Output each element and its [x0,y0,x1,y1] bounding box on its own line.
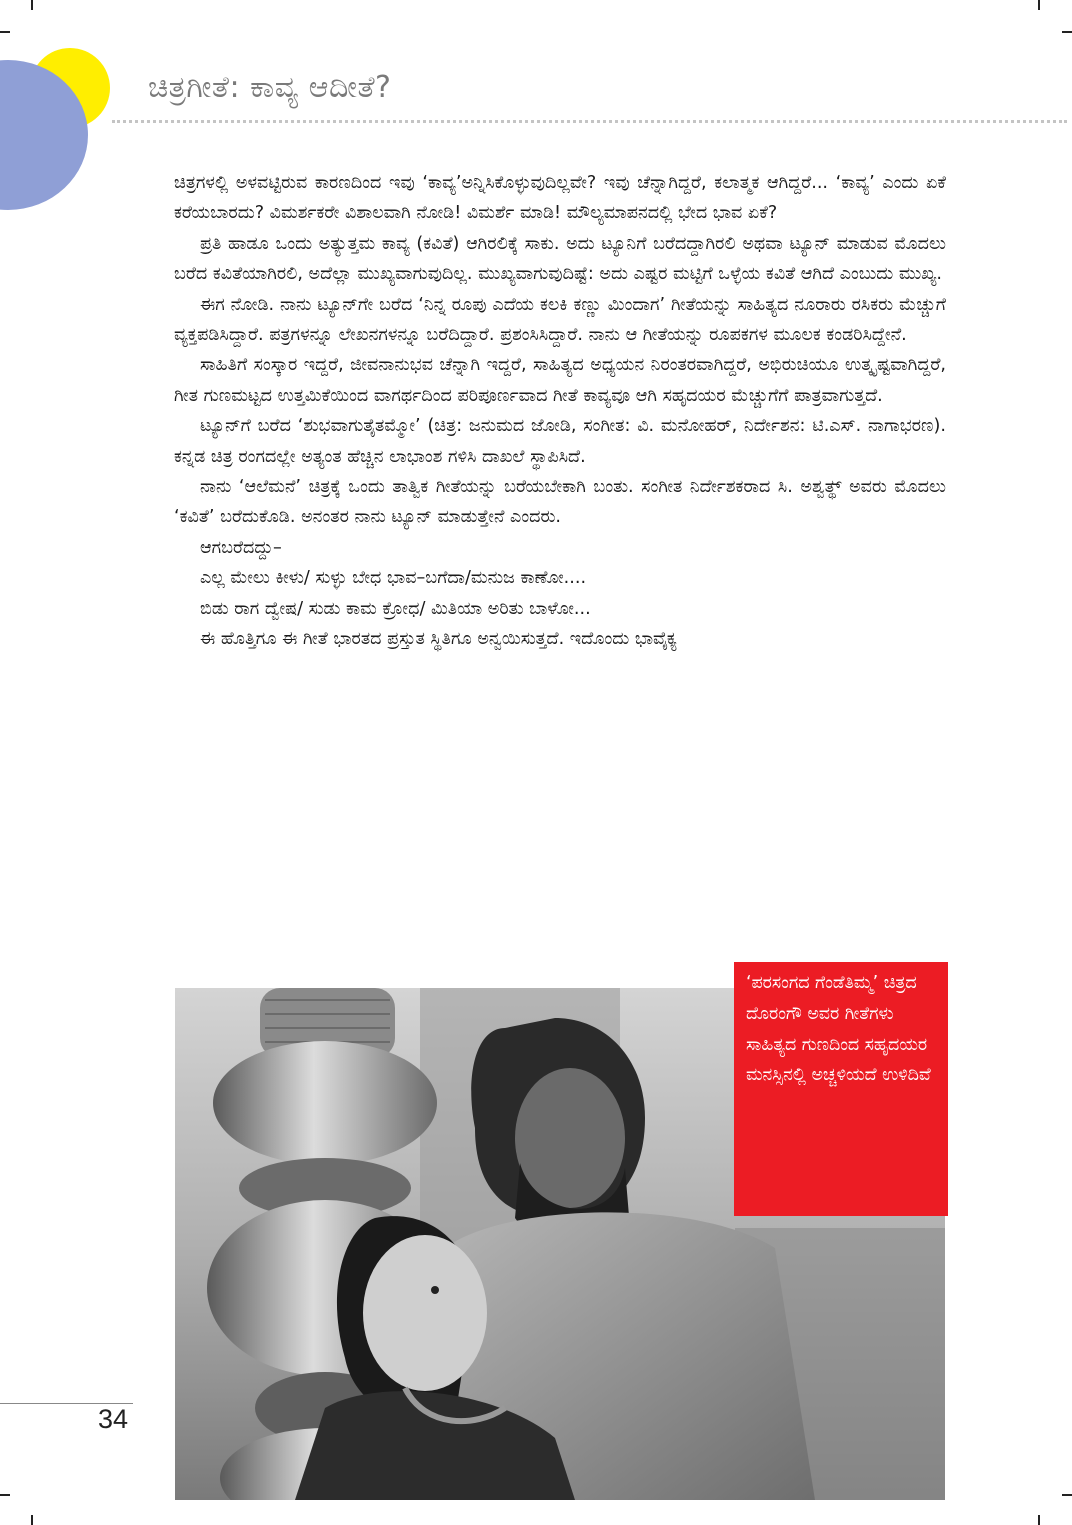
paragraph: ಸಾಹಿತಿಗೆ ಸಂಸ್ಕಾರ ಇದ್ದರೆ, ಜೀವನಾನುಭವ ಚೆನ್ನಾಗಿ ಇದ್ದರೆ, ಸಾಹಿತ್ಯದ ಅಧ್ಯಯನ ನಿರಂತರವಾಗಿದ್ದರೆ, ಅಭಿರುಚಿಯೂ ಉತ್ಕೃಷ್ಟವಾಗಿದ್ದರೆ, ಗೀತ ಗುಣಮಟ್ಟದ ಉತ್ತಮಿಕೆಯಿಂದ ವಾಗರ್ಥದಿಂದ ಪರಿಪೂರ್ಣವಾದ ಗೀತೆ ಕಾವ್ಯವೂ ಆಗಿ ಸಹೃದಯರ ಮೆಚ್ಚುಗೆಗೆ ಪಾತ್ರವಾಗುತ್ತದೆ. [174,355,946,406]
crop-mark-top-left [31,0,33,10]
crop-mark-bottom-right-horizontal [1062,1494,1072,1496]
running-head: ಚಿತ್ರಗೀತೆ: ಕಾವ್ಯ ಆದೀತೆ? [148,70,392,105]
verse-line: ಬಿಡು ರಾಗ ದ್ವೇಷ/ ಸುಡು ಕಾಮ ಕ್ರೋಧ/ ಮಿತಿಯಾ ಅರಿತು ಬಾಳೋ... [200,598,591,619]
crop-mark-bottom-right [1038,1515,1040,1525]
paragraph: ಈಗ ನೋಡಿ. ನಾನು ಟ್ಯೂನ್‌ಗೇ ಬರೆದ ‘ನಿನ್ನ ರೂಪು ಎದೆಯ ಕಲಕಿ ಕಣ್ಣು ಮಿಂದಾಗ’ ಗೀತೆಯನ್ನು ಸಾಹಿತ್ಯದ ನೂರಾರು ರಸಿಕರು ಮೆಚ್ಚುಗೆ ವ್ಯಕ್ತಪಡಿಸಿದ್ದಾರೆ. ಪತ್ರಗಳನ್ನೂ ಲೇಖನಗಳನ್ನೂ ಬರೆದಿದ್ದಾರೆ. ಪ್ರಶಂಸಿಸಿದ್ದಾರೆ. ನಾನು ಆ ಗೀತೆಯನ್ನು ರೂಪಕಗಳ ಮೂಲಕ ಕಂಡರಿಸಿದ್ದೇನೆ. [174,294,946,346]
paragraph: ಪ್ರತಿ ಹಾಡೂ ಒಂದು ಅತ್ಯುತ್ತಮ ಕಾವ್ಯ (ಕವಿತೆ) ಆಗಿರಲಿಕ್ಕೆ ಸಾಕು. ಅದು ಟ್ಯೂನಿಗೆ ಬರೆದದ್ದಾಗಿರಲಿ ಅಥವಾ ಟ್ಯೂನ್ ಮಾಡುವ ಮೊದಲು ಬರೆದ ಕವಿತೆಯಾಗಿರಲಿ, ಅದೆಲ್ಲಾ ಮುಖ್ಯವಾಗುವುದಿಲ್ಲ. ಮುಖ್ಯವಾಗುವುದಿಷ್ಟೆ: ಅದು ಎಷ್ಟರ ಮಟ್ಟಿಗೆ ಒಳ್ಳೆಯ ಕವಿತೆ ಆಗಿದೆ ಎಂಬುದು ಮುಖ್ಯ. [174,233,946,285]
paragraph: ಈ ಹೊತ್ತಿಗೂ ಈ ಗೀತೆ ಭಾರತದ ಪ್ರಸ್ತುತ ಸ್ಥಿತಿಗೂ ಅನ್ವಯಿಸುತ್ತದೆ. ಇದೊಂದು ಭಾವೈಕ್ಯ [200,629,678,650]
pull-quote-box [734,962,948,1216]
crop-mark-top-right-horizontal [1062,31,1072,33]
crop-mark-top-left-horizontal [0,31,10,33]
paragraph: ನಾನು ‘ಆಲೆಮನೆ’ ಚಿತ್ರಕ್ಕೆ ಒಂದು ತಾತ್ವಿಕ ಗೀತೆಯನ್ನು ಬರೆಯಬೇಕಾಗಿ ಬಂತು. ಸಂಗೀತ ನಿರ್ದೇಶಕರಾದ ಸಿ. ಅಶ್ವತ್ಥ್ ಅವರು ಮೊದಲು ‘ಕವಿತೆ’ ಬರೆದುಕೊಡಿ. ಅನಂತರ ನಾನು ಟ್ಯೂನ್ ಮಾಡುತ್ತೇನೆ ಎಂದರು. [174,477,946,528]
verse-line: ಎಲ್ಲ ಮೇಲು ಕೀಳು/ ಸುಳ್ಳು ಬೇಧ ಭಾವ–ಬಗೆದಾ/ಮನುಜ ಕಾಣೋ.... [200,568,587,589]
page-number: 34 [98,1404,129,1434]
crop-mark-bottom-left-horizontal [0,1494,10,1496]
pull-quote-text: ‘ಪರಸಂಗದ ಗೆಂಡೆತಿಮ್ಮ’ ಚಿತ್ರದ ದೊರಂಗೌ ಅವರ ಗೀತೆಗಳು ಸಾಹಿತ್ಯದ ಗುಣದಿಂದ ಸಹೃದಯರ ಮನಸ್ಸಿನಲ್ಲಿ ಅಚ್ಚಳಿಯದೆ ಉಳಿದಿವೆ [746,973,931,1086]
crop-mark-bottom-left [31,1515,33,1525]
paragraph: ಚಿತ್ರಗಳಲ್ಲಿ ಅಳವಟ್ಟಿರುವ ಕಾರಣದಿಂದ ಇವು ‘ಕಾವ್ಯ’ಅನ್ನಿಸಿಕೊಳ್ಳುವುದಿಲ್ಲವೇ? ಇವು ಚೆನ್ನಾಗಿದ್ದರೆ, ಕಲಾತ್ಮಕ ಆಗಿದ್ದರೆ... ‘ಕಾವ್ಯ’ ಎಂದು ಏಕೆ ಕರೆಯಬಾರದು? ವಿಮರ್ಶಕರೇ ವಿಶಾಲವಾಗಿ ನೋಡಿ! ವಿಮರ್ಶೆ ಮಾಡಿ! ಮೌಲ್ಯಮಾಪನದಲ್ಲಿ ಭೇದ ಭಾವ ಏಕೆ? [174,173,946,224]
crop-mark-top-right [1038,0,1040,10]
body-text [174,168,946,655]
verse-line: ಆಗಬರೆದದ್ದು– [200,537,282,558]
paragraph: ಟ್ಯೂನ್‌ಗೆ ಬರೆದ ‘ಶುಭವಾಗುತೈತಮ್ಮೋ’ (ಚಿತ್ರ: ಜನುಮದ ಜೋಡಿ, ಸಂಗೀತ: ವಿ. ಮನೋಹರ್, ನಿರ್ದೇಶನ: ಟಿ.ಎಸ್. ನಾಗಾಭರಣ). ಕನ್ನಡ ಚಿತ್ರ ರಂಗದಲ್ಲೇ ಅತ್ಯಂತ ಹೆಚ್ಚಿನ ಲಾಭಾಂಶ ಗಳಿಸಿ ದಾಖಲೆ ಸ್ಥಾಪಿಸಿದೆ. [174,416,946,467]
header-dotted-rule [112,120,1067,123]
